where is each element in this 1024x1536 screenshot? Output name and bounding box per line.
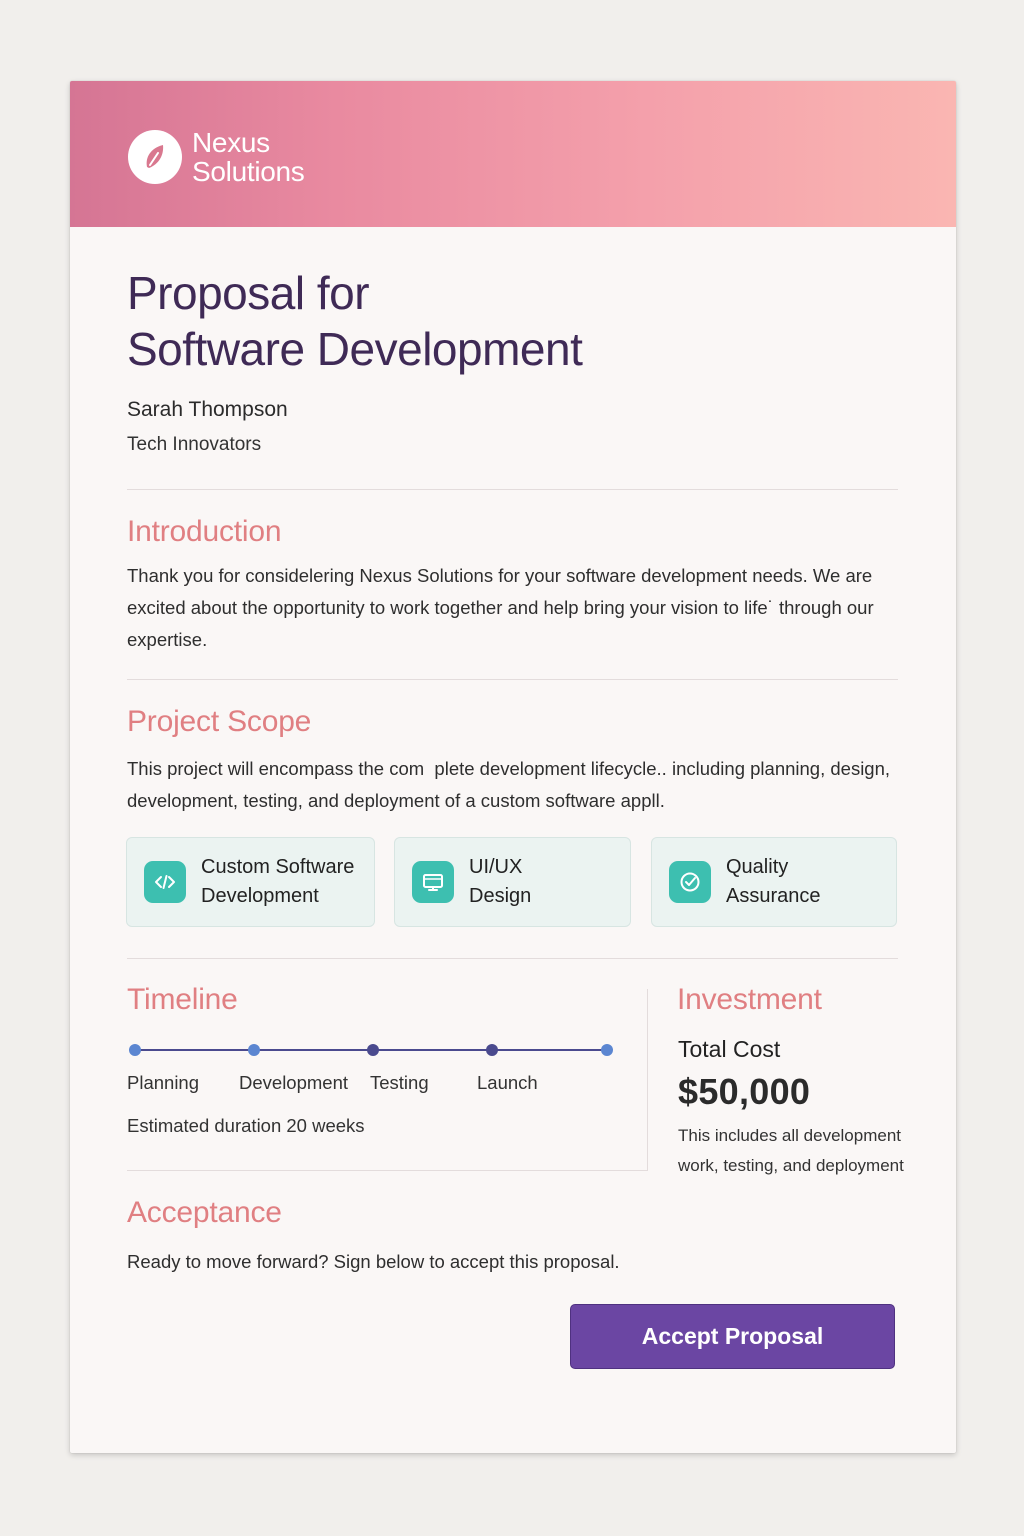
header-banner bbox=[70, 81, 956, 227]
title-line2: Software Development bbox=[127, 323, 583, 375]
timeline-duration: Estimated duration 20 weeks bbox=[127, 1115, 365, 1136]
timeline-heading: Timeline bbox=[127, 983, 238, 1016]
client-company: Tech Innovators bbox=[127, 434, 262, 455]
service-label-line1: Quality bbox=[726, 856, 789, 878]
service-label bbox=[726, 853, 896, 911]
service-label bbox=[201, 853, 371, 911]
service-card-quality-assurance bbox=[651, 837, 897, 927]
monitor-icon bbox=[412, 861, 454, 903]
introduction-text: Thank you for considelering Nexus Solutions for your software development needs. We are excited about the opportunity to work together and help bring your vision to life˙ through our expertise. bbox=[127, 565, 874, 650]
timeline-dot bbox=[486, 1044, 498, 1056]
page-title bbox=[127, 265, 582, 377]
brand-logo bbox=[127, 128, 305, 186]
divider bbox=[127, 1170, 648, 1171]
check-circle-icon bbox=[669, 861, 711, 903]
title-line1: Proposal for bbox=[127, 267, 370, 319]
acceptance-text: Ready to move forward? Sign below to accept this proposal. bbox=[127, 1251, 620, 1272]
timeline-dot bbox=[248, 1044, 260, 1056]
service-card-custom-software bbox=[126, 837, 375, 927]
brand-name-line1: Nexus bbox=[192, 127, 270, 158]
acceptance-heading: Acceptance bbox=[127, 1196, 282, 1229]
service-label-line1: UI/UX bbox=[469, 856, 523, 878]
investment-note: This includes all development work, testing, and deployment bbox=[678, 1126, 904, 1175]
timeline-phase-planning: Planning bbox=[127, 1072, 200, 1093]
service-label bbox=[469, 853, 630, 911]
total-cost-value: $50,000 bbox=[678, 1071, 811, 1112]
leaf-circle-icon bbox=[127, 129, 183, 185]
timeline-phase-launch: Launch bbox=[477, 1072, 538, 1093]
brand-name bbox=[192, 128, 305, 186]
service-label-line1: Custom Software bbox=[201, 856, 355, 878]
project-scope-text: This project will encompass the com plete development lifecycle.. including planning, design, development, testing, and deployment of a custom software appll. bbox=[127, 758, 891, 811]
client-name: Sarah Thompson bbox=[127, 398, 288, 421]
brand-name-line2: Solutions bbox=[192, 156, 305, 187]
timeline-phase-development: Development bbox=[239, 1072, 349, 1093]
divider bbox=[127, 958, 898, 959]
code-icon bbox=[144, 861, 186, 903]
proposal-card bbox=[70, 81, 956, 1453]
service-label-line2: Development bbox=[201, 885, 319, 907]
service-card-ui-ux bbox=[394, 837, 631, 927]
timeline-dot bbox=[601, 1044, 613, 1056]
investment-heading: Investment bbox=[677, 983, 822, 1016]
project-scope-heading: Project Scope bbox=[127, 705, 312, 738]
divider bbox=[127, 489, 898, 490]
total-cost-label: Total Cost bbox=[678, 1036, 781, 1062]
timeline-phase-testing: Testing bbox=[370, 1072, 429, 1093]
timeline-dot bbox=[129, 1044, 141, 1056]
service-label-line2: Design bbox=[469, 885, 532, 907]
accept-proposal-button[interactable]: Accept Proposal bbox=[570, 1304, 895, 1369]
timeline-dot bbox=[367, 1044, 379, 1056]
introduction-heading: Introduction bbox=[127, 515, 282, 548]
divider bbox=[127, 679, 898, 680]
service-label-line2: Assurance bbox=[726, 885, 821, 907]
vertical-divider bbox=[647, 989, 648, 1171]
